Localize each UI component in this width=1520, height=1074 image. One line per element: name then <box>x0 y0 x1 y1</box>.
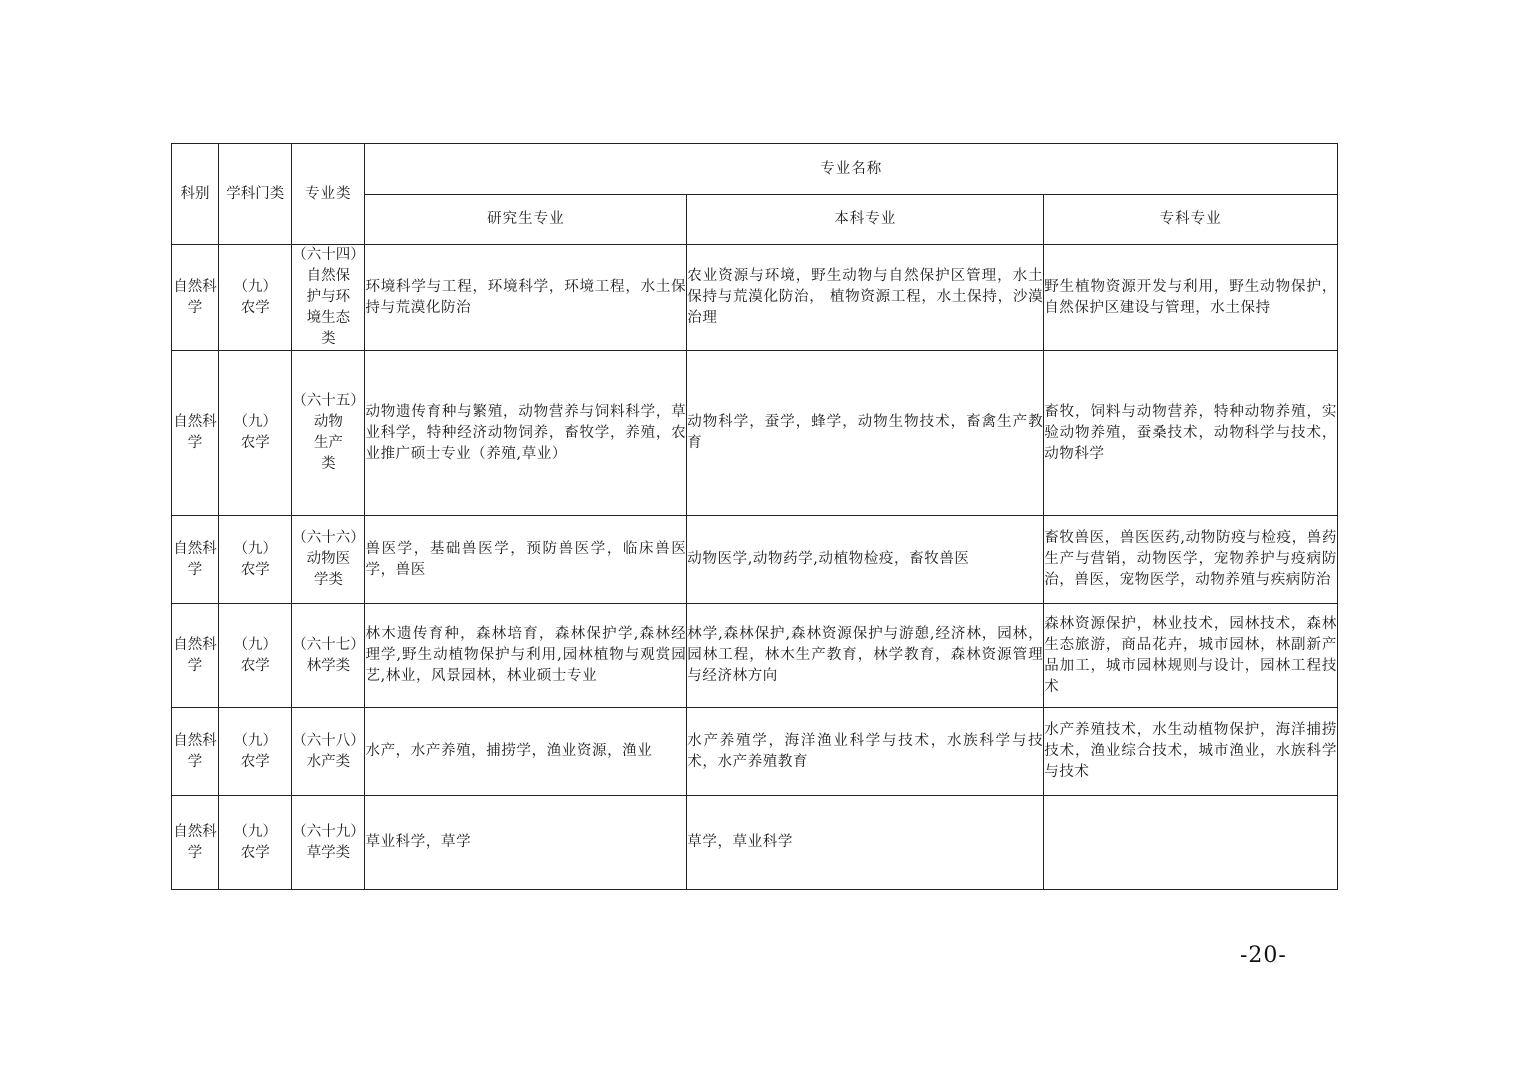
menlei-num: （九） <box>233 414 277 430</box>
lei-num: （六十九） <box>292 823 365 840</box>
lei-name: 林学类 <box>306 657 351 674</box>
cell-menlei <box>219 708 292 796</box>
menlei-num: （九） <box>233 823 277 840</box>
lei-num: （六十八） <box>292 732 365 749</box>
menlei-num: （九） <box>233 278 277 295</box>
menlei-num: （九） <box>233 636 277 653</box>
menlei-num: （九） <box>233 540 277 557</box>
table-row <box>172 796 1338 890</box>
lei-name: 动物医学类 <box>306 551 351 588</box>
cell-zhuanyelei <box>292 708 365 796</box>
header-kebie: 科别 <box>172 144 219 245</box>
header-coll: 专科专业 <box>1044 195 1338 245</box>
menlei-name: 农学 <box>240 435 270 451</box>
cell-zhuanyelei <box>292 351 365 516</box>
cell-grad: 林木遗传育种，森林培育，森林保护学,森林经理学,野生动植物保护与利用,园林植物与观赏园艺,林业，风景园林，林业硕士专业 <box>365 604 687 708</box>
table-row <box>172 245 1338 351</box>
header-grad: 研究生专业 <box>365 195 687 245</box>
cell-grad: 环境科学与工程，环境科学，环境工程，水土保持与荒漠化防治 <box>365 245 687 351</box>
cell-coll: 畜牧兽医，兽医医药,动物防疫与检疫，兽药生产与营销，动物医学，宠物养护与疫病防治，兽医，宠物医学，动物养殖与疾病防治 <box>1044 516 1338 604</box>
menlei-name: 农学 <box>240 561 270 578</box>
cell-zhuanyelei <box>292 796 365 890</box>
table-row <box>172 351 1338 516</box>
cell-kebie: 自然科学 <box>172 351 219 516</box>
cell-menlei <box>219 604 292 708</box>
menlei-name: 农学 <box>240 753 270 770</box>
cell-under: 动物医学,动物药学,动植物检疫，畜牧兽医 <box>687 516 1044 604</box>
lei-num: （六十四） <box>292 247 365 263</box>
header-row-top <box>172 144 1338 195</box>
page-number: -20- <box>1240 943 1287 968</box>
cell-zhuanyelei <box>292 245 365 351</box>
lei-num: （六十七） <box>292 636 365 653</box>
cell-under: 农业资源与环境，野生动物与自然保护区管理，水土保持与荒漠化防治， 植物资源工程，水土保持，沙漠治理 <box>687 245 1044 351</box>
cell-menlei <box>219 351 292 516</box>
majors-table <box>171 143 1338 890</box>
header-zhuanyelei: 专业类 <box>292 144 365 245</box>
lei-num: （六十五） <box>292 393 365 409</box>
lei-name: 水产类 <box>306 753 351 770</box>
cell-kebie: 自然科学 <box>172 516 219 604</box>
cell-coll: 野生植物资源开发与利用，野生动物保护，自然保护区建设与管理，水土保持 <box>1044 245 1338 351</box>
header-zhuanye-mingcheng: 专业名称 <box>365 144 1338 195</box>
cell-coll <box>1044 796 1338 890</box>
cell-grad: 草业科学，草学 <box>365 796 687 890</box>
cell-kebie: 自然科学 <box>172 796 219 890</box>
cell-grad: 兽医学，基础兽医学，预防兽医学，临床兽医学，兽医 <box>365 516 687 604</box>
cell-under: 动物科学，蚕学，蜂学，动物生物技术，畜禽生产教育 <box>687 351 1044 516</box>
table-row <box>172 516 1338 604</box>
cell-menlei <box>219 245 292 351</box>
cell-menlei <box>219 796 292 890</box>
cell-grad: 动物遗传育种与繁殖，动物营养与饲料科学，草业科学，特种经济动物饲养，畜牧学，养殖，农业推广硕士专业（养殖,草业） <box>365 351 687 516</box>
cell-under: 林学,森林保护,森林资源保护与游憩,经济林，园林，园林工程，林木生产教育，林学教育，森林资源管理与经济林方向 <box>687 604 1044 708</box>
header-under: 本科专业 <box>687 195 1044 245</box>
cell-coll: 森林资源保护，林业技术，园林技术，森林生态旅游，商品花卉，城市园林，林副新产品加工，城市园林规则与设计，园林工程技术 <box>1044 604 1338 708</box>
cell-under: 草学，草业科学 <box>687 796 1044 890</box>
table-row <box>172 604 1338 708</box>
lei-name: 草学类 <box>306 844 351 861</box>
lei-name: 自然保护与环境生态类 <box>306 268 351 347</box>
menlei-name: 农学 <box>240 657 270 674</box>
cell-zhuanyelei <box>292 604 365 708</box>
lei-num: （六十六） <box>292 530 365 546</box>
lei-name: 动物生产类 <box>313 414 343 472</box>
header-menlei: 学科门类 <box>219 144 292 245</box>
menlei-name: 农学 <box>240 299 270 316</box>
menlei-num: （九） <box>233 732 277 749</box>
cell-coll: 水产养殖技术，水生动植物保护，海洋捕捞技术，渔业综合技术，城市渔业，水族科学与技术 <box>1044 708 1338 796</box>
table-row <box>172 708 1338 796</box>
cell-coll: 畜牧，饲料与动物营养，特种动物养殖，实验动物养殖，蚕桑技术，动物科学与技术，动物科学 <box>1044 351 1338 516</box>
cell-grad: 水产，水产养殖，捕捞学，渔业资源，渔业 <box>365 708 687 796</box>
cell-menlei <box>219 516 292 604</box>
cell-kebie: 自然科学 <box>172 708 219 796</box>
menlei-name: 农学 <box>240 844 270 861</box>
cell-zhuanyelei <box>292 516 365 604</box>
cell-under: 水产养殖学，海洋渔业科学与技术，水族科学与技术，水产养殖教育 <box>687 708 1044 796</box>
cell-kebie: 自然科学 <box>172 245 219 351</box>
cell-kebie: 自然科学 <box>172 604 219 708</box>
